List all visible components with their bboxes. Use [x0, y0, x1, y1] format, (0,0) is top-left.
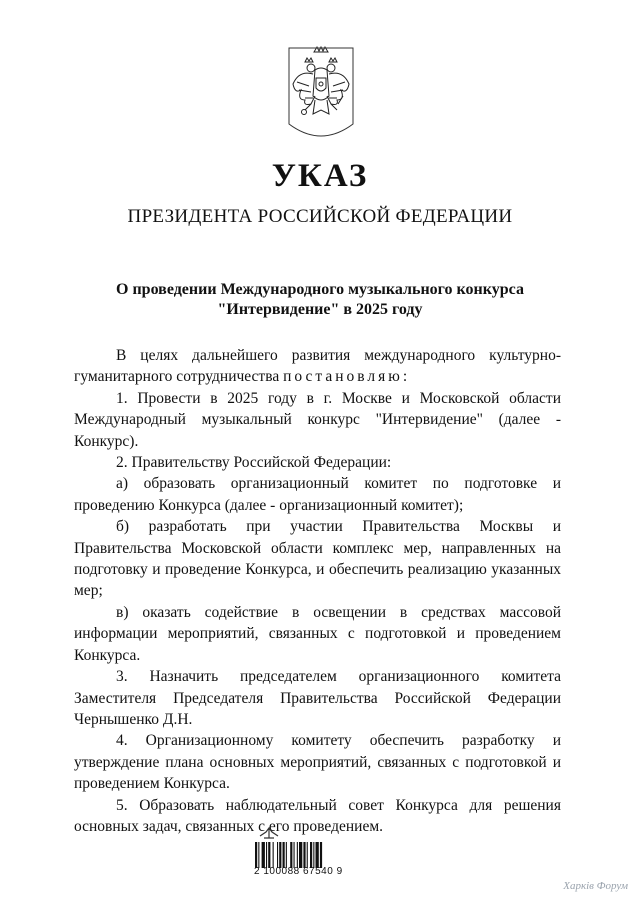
- item-2a: а) образовать организационный комитет по подготовке и проведению Конкурса (далее - организационный комитет);: [74, 475, 561, 514]
- eagle-mark-icon: [258, 826, 280, 840]
- item-1: 1. Провести в 2025 году в г. Москве и Московской области Международный музыкальный конкурс "Интервидение" (далее - Конкурс).: [74, 389, 561, 450]
- decree-heading-line1: О проведении Международного музыкального конкурса: [116, 281, 524, 298]
- item-2: 2. Правительству Российской Федерации:: [116, 454, 392, 472]
- decree-heading-line2: "Интервидение" в 2025 году: [217, 301, 423, 318]
- decree-heading: [0, 280, 640, 320]
- barcode: [255, 842, 365, 868]
- document-subtitle: ПРЕЗИДЕНТА РОССИЙСКОЙ ФЕДЕРАЦИИ: [127, 206, 513, 227]
- document-title: УКАЗ: [271, 158, 369, 194]
- item-4: 4. Организационному комитету обеспечить разработку и утверждение плана основных мероприятий, связанных с подготовкой и проведением Конкурса.: [74, 732, 561, 793]
- barcode-number: 2 100088 67540 9: [254, 866, 343, 877]
- coat-of-arms-icon: [285, 44, 357, 144]
- decree-body: [74, 345, 561, 837]
- preamble-paragraph: [74, 345, 561, 388]
- item-3: 3. Назначить председателем организационного комитета Заместителя Председателя Правительства Российской Федерации Чернышенко Д.Н.: [74, 668, 561, 728]
- item-5: 5. Образовать наблюдательный совет Конкурса для решения основных задач, связанных с его проведением.: [74, 796, 561, 835]
- decree-keyword: постановляю:: [283, 368, 411, 386]
- item-2c: в) оказать содействие в освещении в средствах массовой информации мероприятий, связанных с подготовкой и проведением Конкурса.: [74, 603, 561, 664]
- preamble-text: В целях дальнейшего развития международного культурно-гуманитарного сотрудничества: [74, 347, 561, 386]
- watermark: Харків Форум: [563, 880, 628, 892]
- item-2b: б) разработать при участии Правительства Москвы и Правительства Московской области комплекс мер, направленных на подготовку и проведение Конкурса, и обеспечить реализацию указанных мер;: [74, 518, 561, 600]
